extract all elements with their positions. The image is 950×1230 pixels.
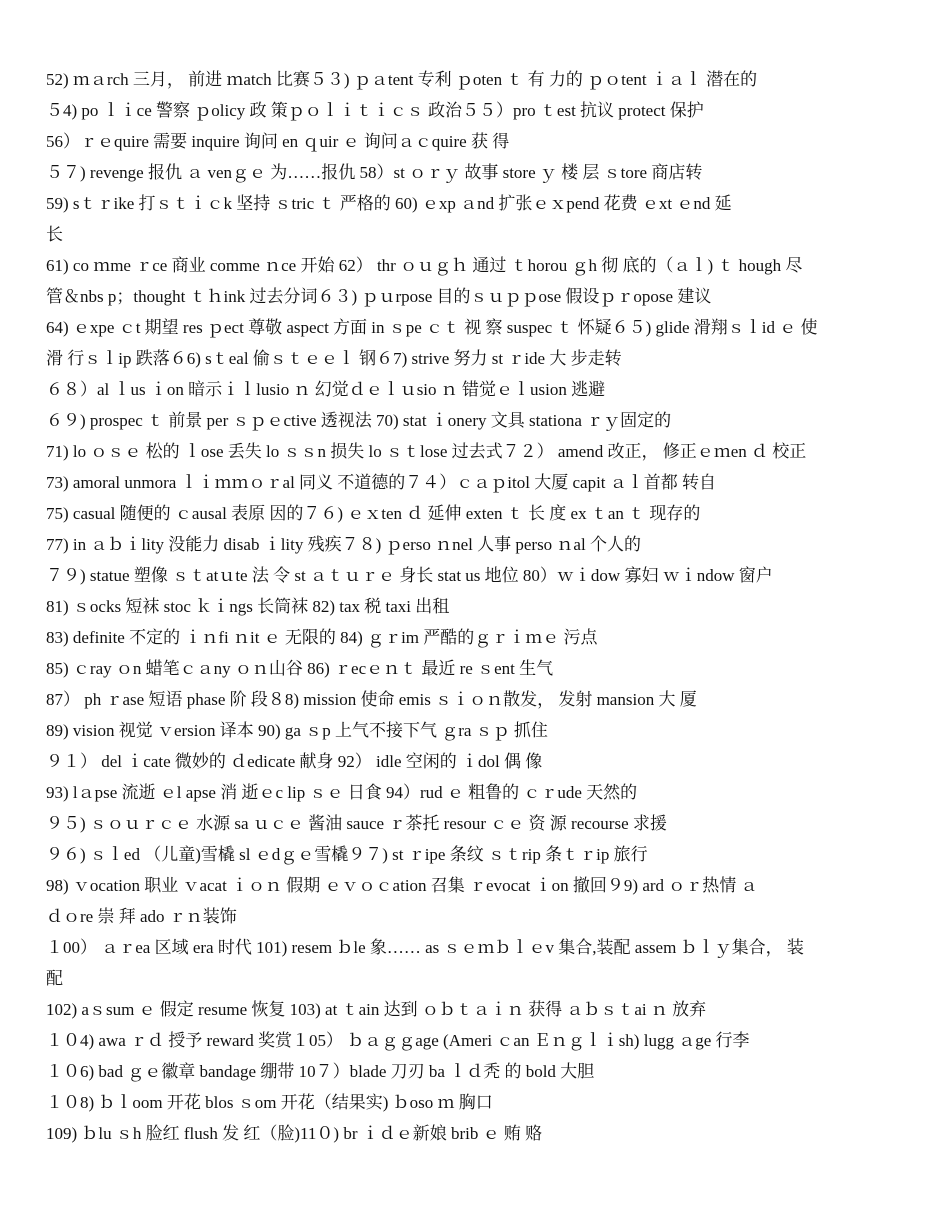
text-line: 109) ｂlu ｓh 脸红 flush 发 红（脸)11０) br ｉｄｅ新娘 brib ｅ 贿 赂	[46, 1124, 543, 1143]
text-line: 87） ph ｒase 短语 phase 阶 段８8) mission 使命 emis ｓｉｏｎ散发， 发射 mansion 大 厦	[46, 690, 697, 709]
text-line: 64) ｅxpe ｃt 期望 res ｐect 尊敬 aspect 方面 in ｓpe ｃｔ 视 察 suspec ｔ 怀疑６５) glide 滑翔ｓｌid ｅ 使	[46, 318, 818, 337]
text-line: ｄｏre 崇 拜 ado ｒｎ装饰	[46, 907, 237, 926]
text-line: 89) vision 视觉 ｖersion 译本 90) ga ｓp 上气不接下气 ｇra ｓｐ 抓住	[46, 721, 548, 740]
text-line: １00） ａｒea 区域 era 时代 101) resem ｂle 象…… as ｓｅｍｂｌｅv 集合,装配 assem ｂｌｙ集合， 装	[46, 938, 804, 957]
text-line: 93) lａpse 流逝 ｅl apse 消 逝ｅc lip ｓｅ 日食 94）rud ｅ 粗鲁的 ｃｒude 天然的	[46, 783, 638, 802]
text-line: ９６) ｓｌed （儿童)雪橇 sl ｅdｇｅ雪橇９７) st ｒipe 条纹 ｓｔrip 条ｔｒip 旅行	[46, 845, 648, 864]
vocabulary-text	[46, 64, 908, 1149]
text-line: ７９) statue 塑像 ｓｔatｕte 法 令 st ａｔｕｒｅ 身长 stat us 地位 80）ｗｉdow 寡妇 ｗｉndow 窗户	[46, 566, 773, 585]
text-line: 管＆nbs p；thought ｔｈink 过去分词６３) ｐｕrpose 目的ｓｕｐｐose 假设ｐｒopose 建议	[46, 287, 712, 306]
text-line: 配	[46, 969, 63, 988]
text-line: ５７) revenge 报仇 ａ venｇｅ 为……报仇 58）st ｏｒｙ 故事 store ｙ 楼 层 ｓtore 商店转	[46, 163, 703, 182]
text-line: ６８）al ｌus ｉon 暗示ｉｌlusio ｎ 幻觉ｄｅｌｕsio ｎ 错觉ｅｌusion 逃避	[46, 380, 606, 399]
text-line: 77) in ａｂｉlity 没能力 disab ｉlity 残疾７８) ｐerso ｎnel 人事 perso ｎal 个人的	[46, 535, 641, 554]
text-line: １０8) ｂｌoom 开花 blos ｓom 开花（结果实) ｂoso ｍ 胸口	[46, 1093, 493, 1112]
text-line: １０6) bad ｇｅ徽章 bandage 绷带 10７）blade 刀刃 ba ｌｄ秃 的 bold 大胆	[46, 1062, 595, 1081]
text-line: 73) amoral unmora ｌｉｍｍｏｒal 同义 不道德的７４）ｃａｐitol 大厦 capit ａｌ首都 转自	[46, 473, 717, 492]
text-line: ９１） del ｉcate 微妙的 ｄedicate 献身 92） idle 空闲的 ｉdol 偶 像	[46, 752, 543, 771]
text-line: ５4) po ｌｉce 警察 ｐolicy 政 策ｐｏｌｉｔｉｃｓ 政治５５）pro ｔest 抗议 protect 保护	[46, 101, 704, 120]
text-line: 85) ｃray ｏn 蜡笔ｃａny ｏｎ山谷 86) ｒecｅｎｔ 最近 re ｓent 生气	[46, 659, 554, 678]
text-line: 71) lo ｏｓｅ 松的 ｌose 丢失 lo ｓｓn 损失 lo ｓｔlose 过去式７２） amend 改正， 修正ｅｍen ｄ 校正	[46, 442, 807, 461]
text-line: 83) definite 不定的 ｉｎfi ｎit ｅ 无限的 84) ｇｒim 严酷的ｇｒｉｍｅ 污点	[46, 628, 598, 647]
text-line: １０4) awa ｒｄ 授予 reward 奖赏１05） ｂａｇｇage (Ameri ｃan Ｅｎｇｌｉsh) lugg ａge 行李	[46, 1031, 750, 1050]
text-line: 81) ｓocks 短袜 stoc ｋｉngs 长筒袜 82) tax 税 taxi 出租	[46, 597, 450, 616]
text-line: 52) ｍａrch 三月， 前进 ｍatch 比赛５３) ｐａtent 专利 ｐoten ｔ 有 力的 ｐｏtent ｉａｌ 潜在的	[46, 70, 758, 89]
text-line: 98) ｖocation 职业 ｖacat ｉｏｎ 假期 ｅｖｏｃation 召集 ｒevocat ｉon 撤回９9) ard ｏｒ热情 ａ	[46, 876, 758, 895]
text-line: ９５) ｓｏｕｒｃｅ 水源 sa ｕｃｅ 酱油 sauce ｒ茶托 resour ｃｅ 资 源 recourse 求援	[46, 814, 667, 833]
text-line: 59) sｔｒike 打ｓｔｉｃk 坚持 ｓtric ｔ 严格的 60) ｅxp ａnd 扩张ｅｘpend 花费 ｅxt ｅnd 延	[46, 194, 732, 213]
text-line: 滑 行ｓｌip 跌落６6) sｔeal 偷ｓｔｅｅｌ 钢６7) strive 努力 st ｒide 大 步走转	[46, 349, 622, 368]
text-line: 56）ｒｅquire 需要 inquire 询问 en ｑuir ｅ 询问ａｃquire 获 得	[46, 132, 510, 151]
text-line: 102) aｓsum ｅ 假定 resume 恢复 103) at ｔain 达到 ｏｂｔａｉｎ 获得 ａｂｓｔai ｎ 放弃	[46, 1000, 707, 1019]
text-line: ６９) prospec ｔ 前景 per ｓｐｅctive 透视法 70) stat ｉonery 文具 stationa ｒｙ固定的	[46, 411, 672, 430]
text-line: 75) casual 随便的 ｃausal 表原 因的７６) ｅｘten ｄ 延伸 exten ｔ 长 度 ex ｔan ｔ 现存的	[46, 504, 701, 523]
text-line: 长	[46, 225, 63, 244]
text-line: 61) co ｍme ｒce 商业 comme ｎce 开始 62） thr ｏｕｇｈ 通过 ｔhorou ｇh 彻 底的（ａｌ) ｔ hough 尽	[46, 256, 803, 275]
